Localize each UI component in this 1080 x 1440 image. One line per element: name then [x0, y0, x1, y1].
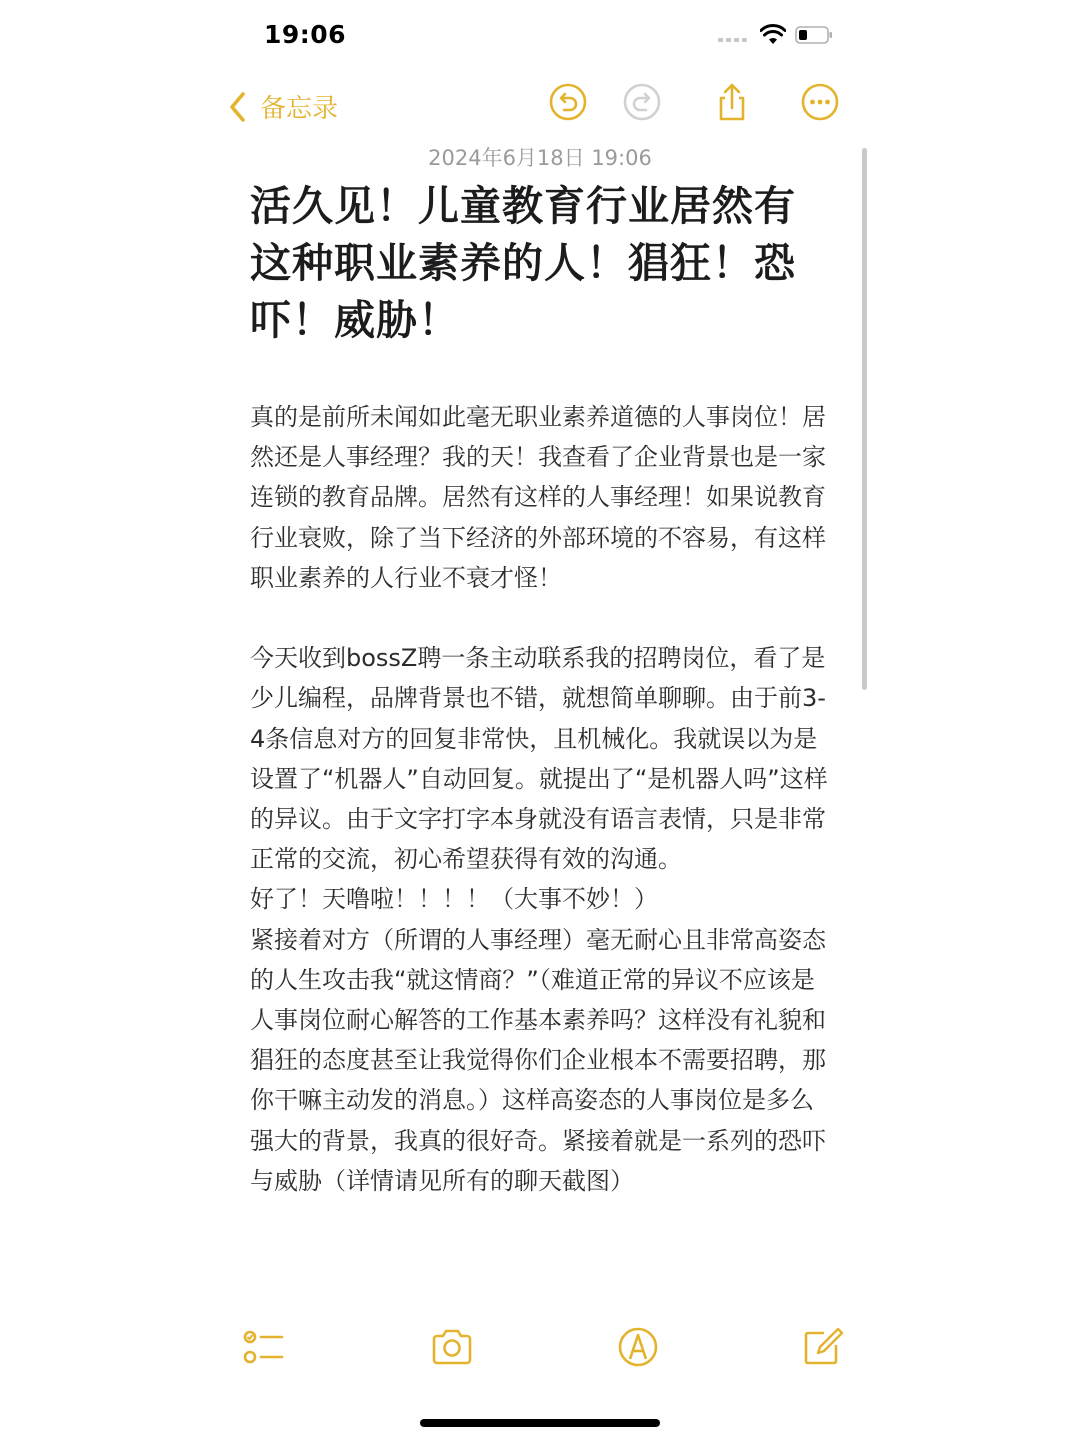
- camera-icon[interactable]: [430, 1325, 474, 1369]
- compose-icon[interactable]: [800, 1325, 844, 1369]
- wifi-icon: [760, 24, 786, 46]
- redo-icon[interactable]: [622, 82, 662, 122]
- nav-bar: [0, 78, 1080, 138]
- paragraph: 好了！天噜啦！！！！（大事不妙！）: [250, 885, 658, 914]
- share-icon[interactable]: [712, 82, 752, 122]
- status-bar: [0, 0, 1080, 70]
- checklist-icon[interactable]: [242, 1325, 286, 1369]
- back-button[interactable]: [226, 88, 338, 125]
- chevron-left-icon: [226, 90, 250, 124]
- back-label: 备忘录: [260, 94, 339, 124]
- undo-icon[interactable]: [548, 82, 588, 122]
- markup-icon[interactable]: [616, 1325, 660, 1369]
- note-title: 活久见！儿童教育行业居然有这种职业素养的人！猖狂！恐吓！威胁！: [250, 182, 796, 344]
- note-content[interactable]: [250, 178, 830, 1201]
- paragraph: 紧接着对方（所谓的人事经理）毫无耐心且非常高姿态的人生攻击我“就这情商？”（难道正常的异议不应该是人事岗位耐心解答的工作基本素养吗？这样没有礼貌和猖狂的态度甚至让我觉得你们企业根本不需要招聘，那你干嘛主动发的消息。）这样高姿态的人事岗位是多么强大的背景，我真的很好奇。紧接着就是一系列的恐吓与威胁（详情请见所有的聊天截图）: [250, 925, 826, 1195]
- note-date: 2024年6月18日 19:06: [428, 146, 652, 170]
- signal-icon: [718, 38, 747, 42]
- note-body: [250, 397, 830, 1201]
- paragraph-gap: [250, 598, 830, 638]
- scrollbar[interactable]: [862, 148, 867, 690]
- status-time: 19:06: [264, 20, 347, 49]
- paragraph: 真的是前所未闻如此毫无职业素养道德的人事岗位！居然还是人事经理？我的天！我查看了企业背景也是一家连锁的教育品牌。居然有这样的人事经理！如果说教育行业衰败，除了当下经济的外部环境的不容易，有这样职业素养的人行业不衰才怪！: [250, 403, 826, 592]
- bottom-toolbar: [0, 1325, 1080, 1385]
- more-icon[interactable]: [800, 82, 840, 122]
- battery-icon: [795, 25, 833, 45]
- home-indicator[interactable]: [420, 1419, 660, 1427]
- paragraph: 今天收到bossZ聘一条主动联系我的招聘岗位，看了是少儿编程，品牌背景也不错，就想简单聊聊。由于前3-4条信息对方的回复非常快，且机械化。我就误以为是设置了“机器人”自动回复。就提出了“是机器人吗”这样的异议。由于文字打字本身就没有语言表情，只是非常正常的交流，初心希望获得有效的沟通。: [250, 644, 828, 874]
